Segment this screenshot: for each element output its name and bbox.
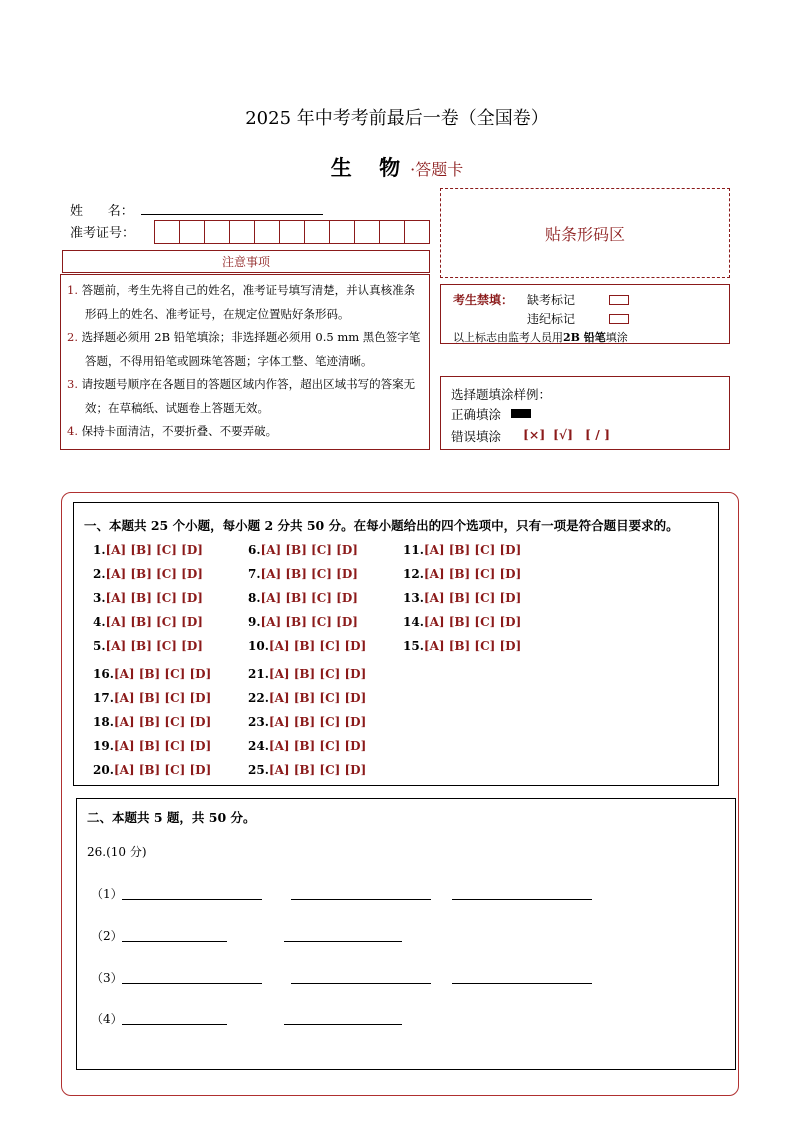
option-bubbles[interactable]: [A] [B] [C] [D] (113, 691, 212, 705)
option-bubbles[interactable]: [A] [B] [C] [D] (268, 739, 367, 753)
question-number: 8. (248, 591, 261, 605)
id-cell[interactable] (329, 220, 355, 244)
subq-3-label: （3） (91, 971, 123, 985)
question-number: 25. (248, 763, 269, 777)
answer-line[interactable] (122, 899, 262, 900)
question-number: 13. (403, 591, 424, 605)
fill-sample-box (440, 376, 730, 450)
card-subtitle: ·答题卡 (410, 160, 464, 179)
examiner-only-box (440, 284, 730, 344)
answer-line[interactable] (291, 899, 431, 900)
choice-question[interactable] (248, 667, 366, 681)
question-number: 24. (248, 739, 269, 753)
option-bubbles[interactable]: [A] [B] [C] [D] (105, 567, 203, 581)
id-cell[interactable] (254, 220, 280, 244)
choice-question[interactable] (403, 543, 521, 557)
notice-box (60, 274, 430, 450)
choice-question[interactable] (93, 567, 203, 581)
id-cell[interactable] (304, 220, 330, 244)
question-number: 20. (93, 763, 114, 777)
section1-title: 一、本题共 25 个小题，每小题 2 分共 50 分。在每小题给出的四个选项中，只有一项是符合题目要求的。 (84, 518, 679, 533)
forbid-note: 以上标志由监考人员用2B 铅笔填涂 (453, 331, 628, 344)
choice-question[interactable] (248, 739, 366, 753)
answer-line[interactable] (284, 941, 402, 942)
choice-question[interactable] (403, 591, 521, 605)
question-number: 17. (93, 691, 114, 705)
option-bubbles[interactable]: [A] [B] [C] [D] (260, 567, 358, 581)
id-cell[interactable] (354, 220, 380, 244)
id-grid[interactable] (155, 220, 430, 244)
subq-2-label: （2） (91, 929, 123, 943)
answer-line[interactable] (291, 983, 431, 984)
id-cell[interactable] (404, 220, 430, 244)
wrong-mark: [×] (523, 427, 546, 442)
subject-title (0, 152, 794, 182)
answer-line[interactable] (452, 899, 592, 900)
subq-4-label: （4） (91, 1012, 123, 1026)
option-bubbles[interactable]: [A] [B] [C] [D] (260, 591, 358, 605)
answer-line[interactable] (122, 941, 227, 942)
wrong-label: 错误填涂 (451, 429, 502, 444)
choice-question[interactable] (403, 639, 521, 653)
option-bubbles[interactable]: [A] [B] [C] [D] (423, 543, 522, 557)
id-cell[interactable] (204, 220, 230, 244)
question-number: 9. (248, 615, 261, 629)
option-bubbles[interactable]: [A] [B] [C] [D] (423, 567, 522, 581)
question-number: 2. (93, 567, 106, 581)
choice-question[interactable] (248, 543, 358, 557)
violation-label: 违纪标记 (527, 312, 576, 326)
written-section (76, 798, 736, 1070)
choice-question[interactable] (93, 691, 211, 705)
id-cell[interactable] (279, 220, 305, 244)
option-bubbles[interactable]: [A] [B] [C] [D] (105, 639, 203, 653)
sample-heading: 选择题填涂样例： (451, 387, 552, 402)
option-bubbles[interactable]: [A] [B] [C] [D] (268, 667, 367, 681)
choice-question[interactable] (93, 639, 203, 653)
question-number: 22. (248, 691, 269, 705)
option-bubbles[interactable]: [A] [B] [C] [D] (260, 615, 358, 629)
notice-item: 4. 保持卡面清洁，不要折叠、不要弄破。 (67, 424, 278, 438)
subject-name: 生 物 (330, 155, 411, 180)
correct-fill-mark (511, 409, 531, 418)
choice-question[interactable] (93, 543, 203, 557)
option-bubbles[interactable]: [A] [B] [C] [D] (105, 591, 203, 605)
choice-question[interactable] (403, 615, 521, 629)
barcode-label: 贴条形码区 (544, 224, 625, 244)
question-number: 4. (93, 615, 106, 629)
absent-mark[interactable] (609, 295, 629, 305)
answer-line[interactable] (284, 1024, 402, 1025)
choice-question[interactable] (93, 763, 211, 777)
question-number: 1. (93, 543, 106, 557)
wrong-mark: [√] (553, 427, 574, 442)
question-number: 19. (93, 739, 114, 753)
choice-question[interactable] (93, 615, 203, 629)
id-cell[interactable] (229, 220, 255, 244)
option-bubbles[interactable]: [A] [B] [C] [D] (260, 543, 358, 557)
question-number: 7. (248, 567, 261, 581)
answer-line[interactable] (452, 983, 592, 984)
choice-question[interactable] (93, 591, 203, 605)
notice-heading: 注意事项 (62, 250, 430, 273)
option-bubbles[interactable]: [A] [B] [C] [D] (268, 763, 367, 777)
wrong-mark: [ / ] (585, 427, 611, 442)
choice-question[interactable] (248, 615, 358, 629)
option-bubbles[interactable]: [A] [B] [C] [D] (423, 591, 522, 605)
option-bubbles[interactable]: [A] [B] [C] [D] (268, 639, 367, 653)
question-number: 5. (93, 639, 106, 653)
choice-question[interactable] (248, 639, 366, 653)
option-bubbles[interactable]: [A] [B] [C] [D] (423, 615, 522, 629)
subq-1-label: （1） (91, 887, 123, 901)
choice-question[interactable] (93, 715, 211, 729)
option-bubbles[interactable]: [A] [B] [C] [D] (105, 543, 203, 557)
question-number: 10. (248, 639, 269, 653)
question-number: 15. (403, 639, 424, 653)
option-bubbles[interactable]: [A] [B] [C] [D] (105, 615, 203, 629)
id-label: 准考证号： (70, 226, 136, 241)
question-number: 21. (248, 667, 269, 681)
question-number: 16. (93, 667, 114, 681)
question-number: 11. (403, 543, 424, 557)
question-26: 26.(10 分) (87, 845, 147, 859)
forbid-label: 考生禁填： (453, 293, 514, 307)
barcode-area (440, 188, 730, 278)
section2-title: 二、本题共 5 题，共 50 分。 (87, 810, 256, 825)
option-bubbles[interactable]: [A] [B] [C] [D] (113, 763, 212, 777)
id-cell[interactable] (379, 220, 405, 244)
notice-item: 3. 请按题号顺序在各题目的答题区域内作答，超出区域书写的答案无效；在草稿纸、试题卷上答题无效。 (67, 377, 416, 415)
option-bubbles[interactable]: [A] [B] [C] [D] (423, 639, 522, 653)
choice-question[interactable] (248, 567, 358, 581)
id-cell[interactable] (154, 220, 180, 244)
question-number: 14. (403, 615, 424, 629)
absent-label: 缺考标记 (527, 293, 576, 307)
option-bubbles[interactable]: [A] [B] [C] [D] (113, 715, 212, 729)
choice-question[interactable] (248, 715, 366, 729)
notice-item: 2. 选择题必须用 2B 铅笔填涂；非选择题必须用 0.5 mm 黑色签字笔答题，不得用铅笔或圆珠笔答题；字体工整、笔迹清晰。 (67, 330, 421, 368)
correct-label: 正确填涂 (451, 407, 502, 422)
choice-question[interactable] (248, 591, 358, 605)
name-field[interactable] (141, 214, 323, 215)
choice-question[interactable] (248, 763, 366, 777)
question-number: 18. (93, 715, 114, 729)
option-bubbles[interactable]: [A] [B] [C] [D] (268, 691, 367, 705)
question-number: 3. (93, 591, 106, 605)
answer-line[interactable] (122, 983, 262, 984)
question-number: 12. (403, 567, 424, 581)
page-title: 2025 年中考考前最后一卷（全国卷） (245, 108, 549, 129)
question-number: 23. (248, 715, 269, 729)
choice-question[interactable] (403, 567, 521, 581)
choice-question[interactable] (93, 667, 211, 681)
choice-question[interactable] (93, 739, 211, 753)
choice-question[interactable] (248, 691, 366, 705)
question-number: 6. (248, 543, 261, 557)
option-bubbles[interactable]: [A] [B] [C] [D] (113, 739, 212, 753)
name-label: 姓 名： (70, 204, 134, 219)
id-cell[interactable] (179, 220, 205, 244)
choice-section (73, 502, 719, 786)
option-bubbles[interactable]: [A] [B] [C] [D] (113, 667, 212, 681)
answer-line[interactable] (122, 1024, 227, 1025)
option-bubbles[interactable]: [A] [B] [C] [D] (268, 715, 367, 729)
violation-mark[interactable] (609, 314, 629, 324)
notice-item: 1. 答题前，考生先将自己的姓名，准考证号填写清楚，并认真核准条形码上的姓名、准考证号，在规定位置贴好条形码。 (67, 283, 416, 321)
